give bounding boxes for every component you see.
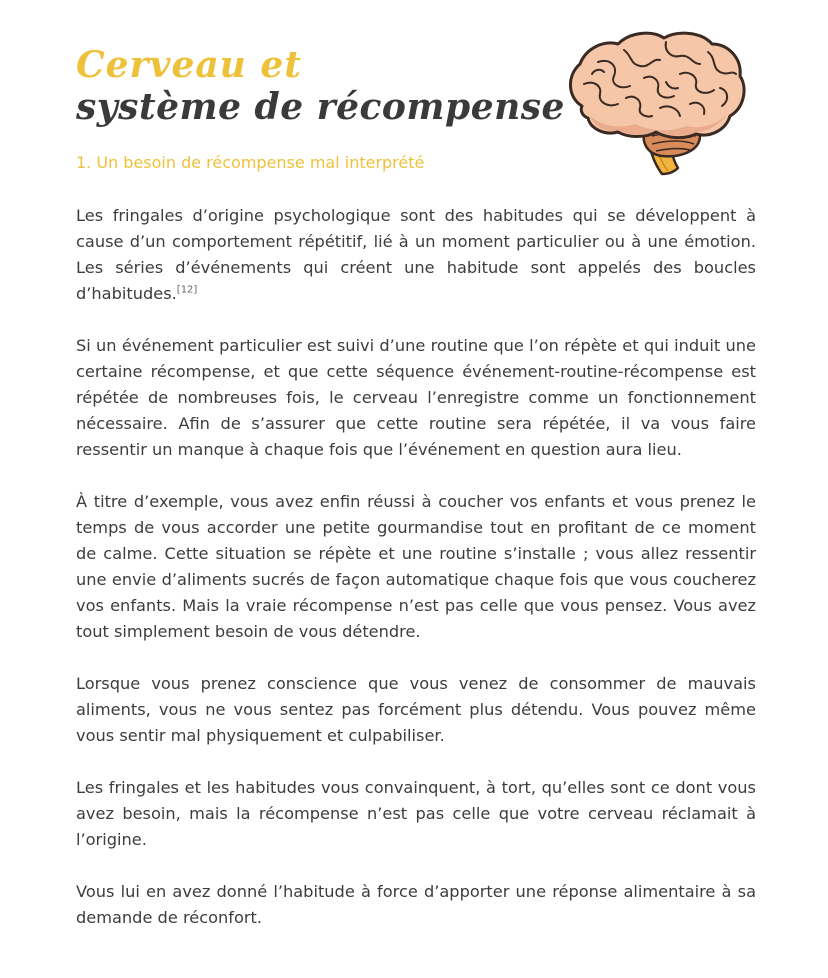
- paragraph: Lorsque vous prenez conscience que vous venez de consommer de mauvais aliments, vous ne vous sentez pas forcément plus détendu. Vous pouvez même vous sentir mal physiquement et culpabiliser.: [76, 674, 756, 745]
- paragraph: À titre d’exemple, vous avez enfin réussi à coucher vos enfants et vous prenez le temps de vous accorder une petite gourmandise tout en profitant de ce moment de calme. Cette situation se répète et une routine s’installe ; vous allez ressentir une envie d’aliments sucrés de façon automatique chaque fois que vous coucherez vos enfants. Mais la vraie récompense n’est pas celle que vous pensez. Vous avez tout simplement besoin de vous détendre.: [76, 492, 756, 641]
- page-header: [76, 44, 565, 128]
- paragraph-text: Les fringales d’origine psychologique sont des habitudes qui se développent à cause d’un comportement répétitif, lié à un moment particulier ou à une émotion. Les séries d’événements qui créent une habitude sont appelés des boucles d’habitudes.: [76, 206, 756, 303]
- page-title-line-2: système de récompense: [76, 86, 565, 128]
- reference-marker[interactable]: [12]: [176, 284, 198, 296]
- article-body: [76, 203, 756, 957]
- brain-icon: [560, 28, 750, 178]
- paragraph: Si un événement particulier est suivi d’une routine que l’on répète et qui induit une certaine récompense, et que cette séquence événement-routine-récompense est répétée de nombreuses fois, le cerveau l’enregistre comme un fonctionnement nécessaire. Afin de s’assurer que cette routine sera répétée, il va vous faire ressentir un manque à chaque fois que l’événement en question aura lieu.: [76, 336, 756, 459]
- paragraph: [76, 203, 756, 307]
- paragraph: Vous lui en avez donné l’habitude à force d’apporter une réponse alimentaire à sa demande de réconfort.: [76, 882, 756, 927]
- section-heading: 1. Un besoin de récompense mal interprété: [76, 153, 425, 172]
- page-title-line-1: Cerveau et: [76, 44, 302, 86]
- paragraph: Les fringales et les habitudes vous convainquent, à tort, qu’elles sont ce dont vous avez besoin, mais la récompense n’est pas celle que votre cerveau réclamait à l’origine.: [76, 778, 756, 849]
